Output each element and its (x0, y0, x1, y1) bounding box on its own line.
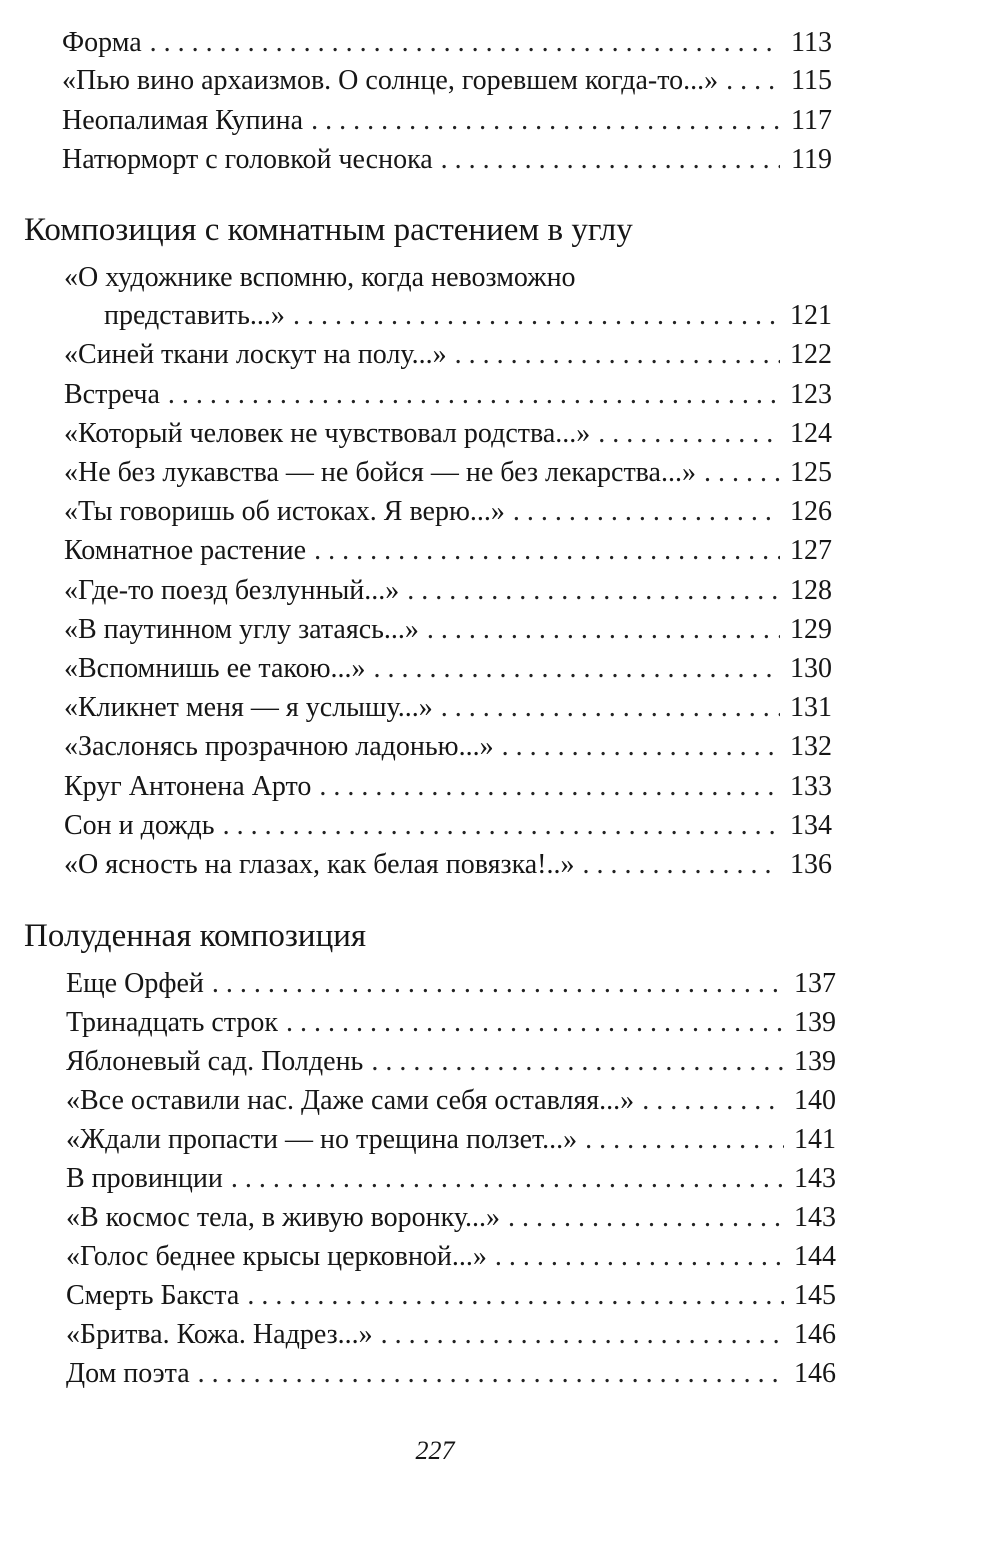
toc-entry-page: 139 (794, 1007, 836, 1038)
dot-leader (513, 495, 780, 529)
toc-entry (66, 1084, 836, 1118)
toc-entry-page: 134 (790, 810, 832, 841)
toc-entry-title-line2: представить...» (104, 300, 285, 331)
toc-entry-title: «О ясность на глазах, как белая повязка!..» (64, 849, 575, 880)
toc-entry-page: 144 (794, 1241, 836, 1272)
dot-leader (441, 691, 780, 725)
toc-entry-title: «В космос тела, в живую воронку...» (66, 1202, 501, 1233)
toc-entry-page: 125 (790, 457, 832, 488)
dot-leader (286, 1006, 784, 1040)
toc-entry-title: «Ты говоришь об истоках. Я верю...» (64, 496, 505, 527)
toc-entry-title: «Который человек не чувствовал родства...» (64, 418, 591, 449)
dot-leader (598, 417, 780, 451)
toc-entry-title: Форма (62, 27, 142, 58)
dot-leader (455, 338, 780, 372)
toc-entry (64, 534, 832, 568)
toc-entry (62, 64, 832, 98)
section-heading: Полуденная композиция (24, 918, 367, 954)
toc-entry-title: Тринадцать строк (66, 1007, 278, 1038)
toc-entry (62, 104, 832, 138)
toc-entry (64, 456, 832, 490)
dot-leader (319, 770, 780, 804)
dot-leader (212, 967, 784, 1001)
toc-entry (64, 730, 832, 764)
toc-entry (62, 26, 832, 60)
toc-entry-title: «Синей ткани лоскут на полу...» (64, 339, 447, 370)
dot-leader (314, 534, 780, 568)
toc-entry (64, 809, 832, 843)
toc-entry-title: Натюрморт с головкой чеснока (62, 144, 433, 175)
dot-leader (704, 456, 780, 490)
toc-entry-page: 123 (790, 379, 832, 410)
dot-leader (495, 1240, 784, 1274)
toc-entry (66, 1045, 836, 1079)
toc-entry-page: 146 (794, 1319, 836, 1350)
dot-leader (441, 143, 780, 177)
toc-entry (66, 1006, 836, 1040)
toc-entry-page: 115 (791, 65, 832, 96)
toc-entry (62, 143, 832, 177)
toc-entry (64, 574, 832, 608)
toc-entry (66, 1123, 836, 1157)
toc-entry-title: «Заслонясь прозрачною ладонью...» (64, 731, 494, 762)
dot-leader (168, 378, 780, 412)
toc-entry (64, 848, 832, 882)
toc-entry (66, 1279, 836, 1313)
toc-entry (64, 378, 832, 412)
dot-leader (150, 26, 780, 60)
toc-entry-title: «Бритва. Кожа. Надрез...» (66, 1319, 373, 1350)
toc-entry-page: 119 (791, 144, 832, 175)
toc-entry-page: 127 (790, 535, 832, 566)
toc-entry-title: Смерть Бакста (66, 1280, 240, 1311)
toc-entry (64, 495, 832, 529)
toc-entry (64, 613, 832, 647)
toc-entry-title: «Где-то поезд безлунный...» (64, 575, 400, 606)
dot-leader (508, 1201, 784, 1235)
toc-entry-title: В провинции (66, 1163, 223, 1194)
toc-entry-page: 131 (790, 692, 832, 723)
toc-entry-title: «Все оставили нас. Даже сами себя оставляя...» (66, 1085, 635, 1116)
toc-entry-title: Яблоневый сад. Полдень (66, 1046, 364, 1077)
toc-entry-title: «Ждали пропасти — но трещина ползет...» (66, 1124, 578, 1155)
toc-entry-title: Неопалимая Купина (62, 105, 304, 136)
toc-entry (104, 299, 832, 333)
toc-entry-title: Встреча (64, 379, 160, 410)
toc-entry-page: 140 (794, 1085, 836, 1116)
toc-entry-page: 128 (790, 575, 832, 606)
toc-entry-page: 139 (794, 1046, 836, 1077)
toc-entry (64, 652, 832, 686)
toc-entry-page: 129 (790, 614, 832, 645)
dot-leader (585, 1123, 784, 1157)
toc-entry-title: «В паутинном углу затаясь...» (64, 614, 419, 645)
toc-entry-page: 143 (794, 1163, 836, 1194)
dot-leader (583, 848, 780, 882)
toc-entry-title: «Вспомнишь ее такою...» (64, 653, 366, 684)
dot-leader (223, 809, 780, 843)
toc-entry-title: «Не без лукавства — не бойся — не без лекарства...» (64, 457, 696, 488)
toc-entry-title: Комнатное растение (64, 535, 307, 566)
dot-leader (198, 1357, 784, 1391)
toc-entry-page: 133 (790, 771, 832, 802)
dot-leader (231, 1162, 784, 1196)
toc-entry (66, 1201, 836, 1235)
toc-entry-page: 146 (794, 1358, 836, 1389)
toc-entry-page: 126 (790, 496, 832, 527)
dot-leader (247, 1279, 784, 1313)
toc-entry (66, 967, 836, 1001)
dot-leader (427, 613, 780, 647)
toc-entry-page: 141 (794, 1124, 836, 1155)
toc-entry (66, 1318, 836, 1352)
toc-entry-title: «Голос беднее крысы церковной...» (66, 1241, 487, 1272)
toc-entry-page: 145 (794, 1280, 836, 1311)
toc-entry-page: 137 (794, 968, 836, 999)
toc-entry (66, 1162, 836, 1196)
dot-leader (381, 1318, 784, 1352)
dot-leader (726, 64, 780, 98)
toc-entry-page: 132 (790, 731, 832, 762)
toc-entry-title-line1: «О художнике вспомню, когда невозможно (64, 262, 576, 293)
toc-entry-page: 122 (790, 339, 832, 370)
toc-entry (64, 770, 832, 804)
toc-entry-page: 117 (791, 105, 832, 136)
dot-leader (311, 104, 780, 138)
dot-leader (374, 652, 780, 686)
toc-entry-page: 130 (790, 653, 832, 684)
toc-entry-page: 121 (790, 300, 832, 331)
toc-entry-title: Сон и дождь (64, 810, 215, 841)
section-heading: Композиция с комнатным растением в углу (24, 212, 633, 248)
toc-entry-title: Дом поэта (66, 1358, 190, 1389)
dot-leader (407, 574, 780, 608)
toc-entry-page: 124 (790, 418, 832, 449)
toc-entry (64, 691, 832, 725)
toc-entry-title: «Кликнет меня — я услышу...» (64, 692, 433, 723)
dot-leader (293, 299, 780, 333)
dot-leader (371, 1045, 784, 1079)
toc-entry (66, 1240, 836, 1274)
toc-entry (64, 417, 832, 451)
dot-leader (642, 1084, 784, 1118)
toc-entry-page: 143 (794, 1202, 836, 1233)
page-number: 227 (415, 1436, 455, 1465)
toc-entry (66, 1357, 836, 1391)
toc-entry (64, 338, 832, 372)
toc-entry-page: 113 (791, 27, 832, 58)
toc-entry-page: 136 (790, 849, 832, 880)
dot-leader (502, 730, 780, 764)
toc-entry-title: Круг Антонена Арто (64, 771, 312, 802)
toc-entry-title: Еще Орфей (66, 968, 204, 999)
toc-entry-title: «Пью вино архаизмов. О солнце, горевшем когда-то...» (62, 65, 719, 96)
